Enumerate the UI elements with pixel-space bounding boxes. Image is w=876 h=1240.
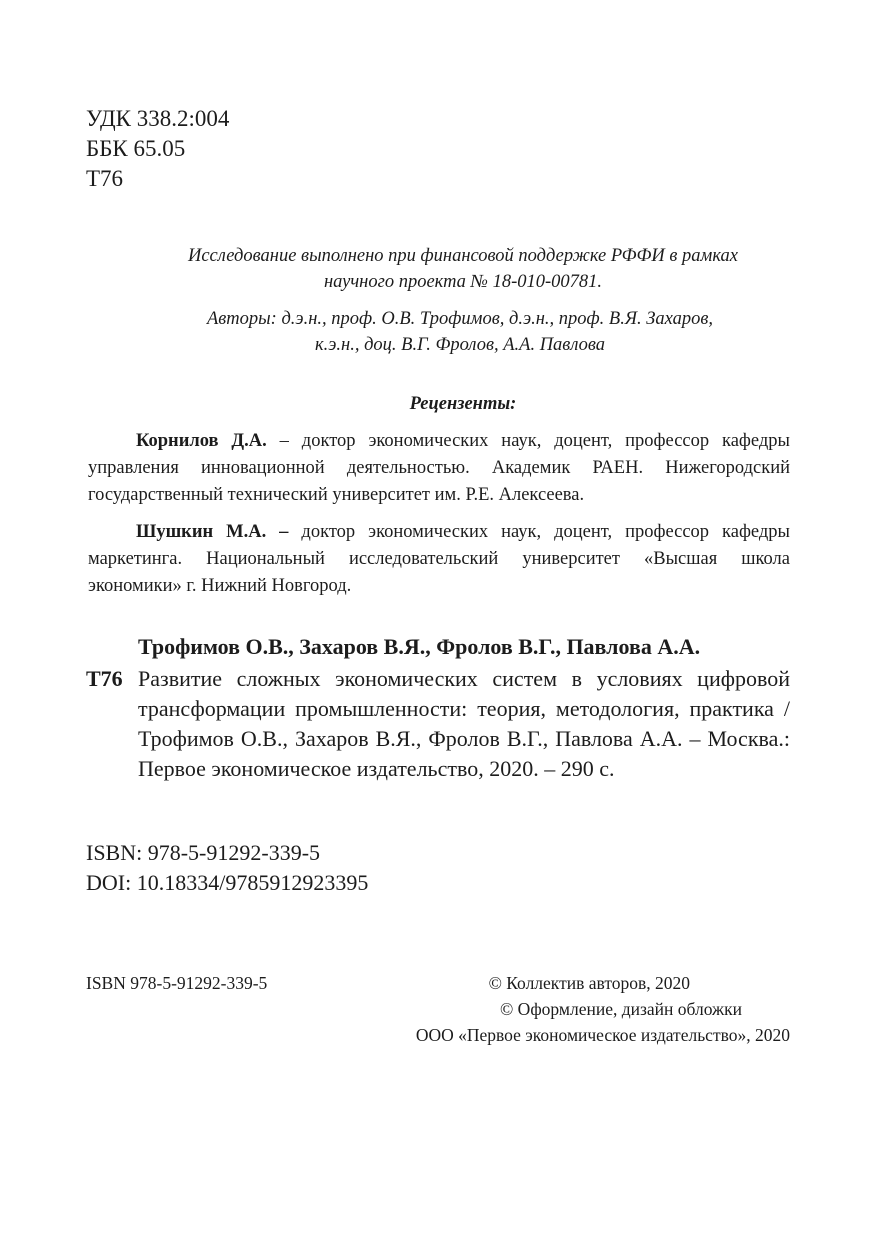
funding-note [120,243,806,295]
authors-note [150,306,770,358]
author-mark: Т76 [86,166,124,191]
reviewer-1 [88,428,790,509]
book-description: Развитие сложных экономических систем в условиях цифровой трансформации промышленности: теория, методология, практика / Трофимов О.В., Захаров В.Я., Фролов В.Г., Павлова А.А. – Москва.: Первое экономическое издательство, 2020. – 290 с. [138,666,790,781]
reviewer-1-text: – доктор экономических наук, доцент, профессор кафедры управления инновационной деятельностью. Академик РАЕН. Нижегородский государственный технический университет им. Р.Е. Алексеева. [88,431,790,505]
reviewer-1-name: Корнилов Д.А. [136,431,267,451]
copyright-design: © Оформление, дизайн обложки [500,999,742,1019]
book-code: Т76 [86,666,123,691]
funding-line-1: Исследование выполнено при финансовой поддержке РФФИ в рамках [187,246,739,266]
reviewer-2-name: Шушкин М.А. – [136,522,289,542]
doi: DOI: 10.18334/9785912923395 [86,870,369,895]
copyright-publisher: ООО «Первое экономическое издательство», 2020 [415,1025,790,1045]
classification-codes [86,104,229,194]
footer-isbn: ISBN 978-5-91292-339-5 [86,973,268,993]
authors-line-2: к.э.н., доц. В.Г. Фролов, А.А. Павлова [314,335,606,355]
reviewer-2 [88,519,790,600]
authors-line-1: Авторы: д.э.н., проф. О.В. Трофимов, д.э.н., проф. В.Я. Захаров, [206,309,714,329]
reviewer-2-text: доктор экономических наук, доцент, профессор кафедры маркетинга. Национальный исследовательский университет «Высшая школа экономики» г. Нижний Новгород. [88,522,790,596]
copyright-block [416,970,790,1048]
copyright-authors: © Коллектив авторов, 2020 [488,973,690,993]
udk-code: УДК 338.2:004 [86,106,230,131]
bbk-code: ББК 65.05 [86,136,186,161]
funding-line-2: научного проекта № 18-010-00781. [323,272,603,292]
isbn: ISBN: 978-5-91292-339-5 [86,840,321,865]
book-authors: Трофимов О.В., Захаров В.Я., Фролов В.Г., Павлова А.А. [138,634,701,659]
reviewers-title: Рецензенты: [409,394,517,414]
identifiers [86,838,368,898]
